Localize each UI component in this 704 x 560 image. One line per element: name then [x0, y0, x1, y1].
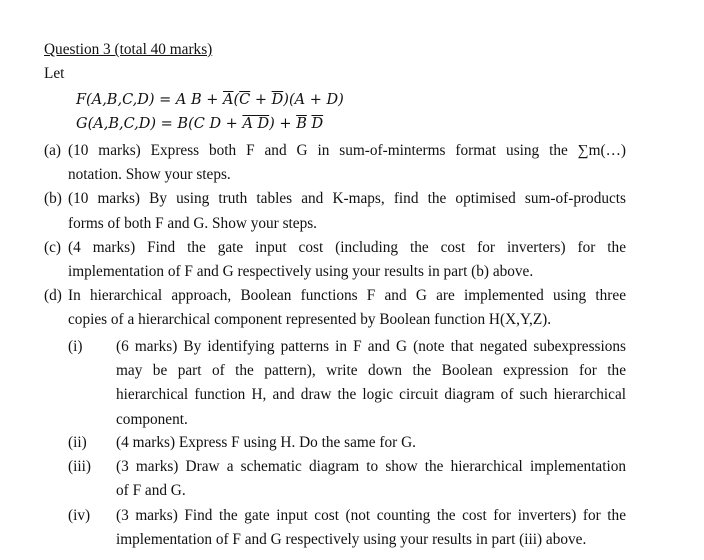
formula-token: $\overline{C}$ — [239, 92, 251, 108]
formula-g — [76, 116, 323, 132]
part-text-line: (4 marks) Find the gate input cost (including the cost for inverters) for the — [68, 238, 626, 256]
subpart-text-line: (6 marks) By identifying patterns in F and G (note that negated subexpressions — [116, 338, 626, 355]
subpart-text-line: component. — [116, 410, 188, 428]
formula-token: ( — [233, 92, 240, 108]
subpart-text-line: (4 marks) Express F using H. Do the same for G. — [116, 434, 416, 451]
part-label: (c) — [44, 238, 61, 256]
subpart-label: (iii) — [68, 458, 91, 475]
formula-token: G(A,B,C,D) = B(C D + — [76, 116, 243, 132]
subpart-text-line: of F and G. — [116, 482, 186, 500]
part-text-line: notation. Show your steps. — [68, 166, 231, 184]
subpart-label: (iv) — [68, 507, 91, 524]
part-text-line: (10 marks) By using truth tables and K-maps, find the optimised sum-of-products — [68, 190, 626, 208]
formula-token: )(A + D) — [283, 92, 344, 108]
subpart-text-line: implementation of F and G respectively using your results in part (iii) above. — [116, 531, 587, 549]
subpart-text-line: may be part of the pattern), write down the Boolean expression for the — [116, 362, 626, 380]
subpart-label: (i) — [68, 338, 83, 355]
formula-token: ) + — [269, 116, 297, 132]
formula-token: $\overline{D}$ — [271, 92, 284, 108]
part-text-line: forms of both F and G. Show your steps. — [68, 214, 317, 232]
formula-token: $\overline{D}$ — [311, 116, 324, 132]
formula-token: A D — [242, 116, 270, 132]
formula-token: $\overline{A}$ — [223, 92, 234, 108]
part-text-line: (10 marks) Express both F and G in sum-of-minterms format using the ∑m(…) — [68, 142, 626, 159]
subpart-text-line: (3 marks) Draw a schematic diagram to show the hierarchical implementation — [116, 458, 626, 475]
subpart-text-line: hierarchical function H, and draw the logic circuit diagram of such hierarchical — [116, 386, 626, 404]
part-text-line: implementation of F and G respectively using your results in part (b) above. — [68, 263, 534, 280]
formula-token: $\overline{B}$ — [296, 116, 307, 132]
formula-token: + — [250, 92, 272, 108]
part-label: (d) — [44, 287, 62, 305]
formula-token: F(A,B,C,D) = A B + — [76, 92, 224, 108]
part-text-line: copies of a hierarchical component represented by Boolean function H(X,Y,Z). — [68, 311, 552, 329]
formula-f — [76, 92, 344, 108]
subpart-label: (ii) — [68, 434, 87, 451]
part-text-line: In hierarchical approach, Boolean functions F and G are implemented using three — [68, 287, 626, 305]
part-label: (b) — [44, 190, 62, 208]
let-text: Let — [44, 65, 65, 82]
part-label: (a) — [44, 142, 61, 159]
question-title: Question 3 (total 40 marks) — [44, 41, 213, 58]
subpart-text-line: (3 marks) Find the gate input cost (not counting the cost for inverters) for the — [116, 507, 626, 524]
